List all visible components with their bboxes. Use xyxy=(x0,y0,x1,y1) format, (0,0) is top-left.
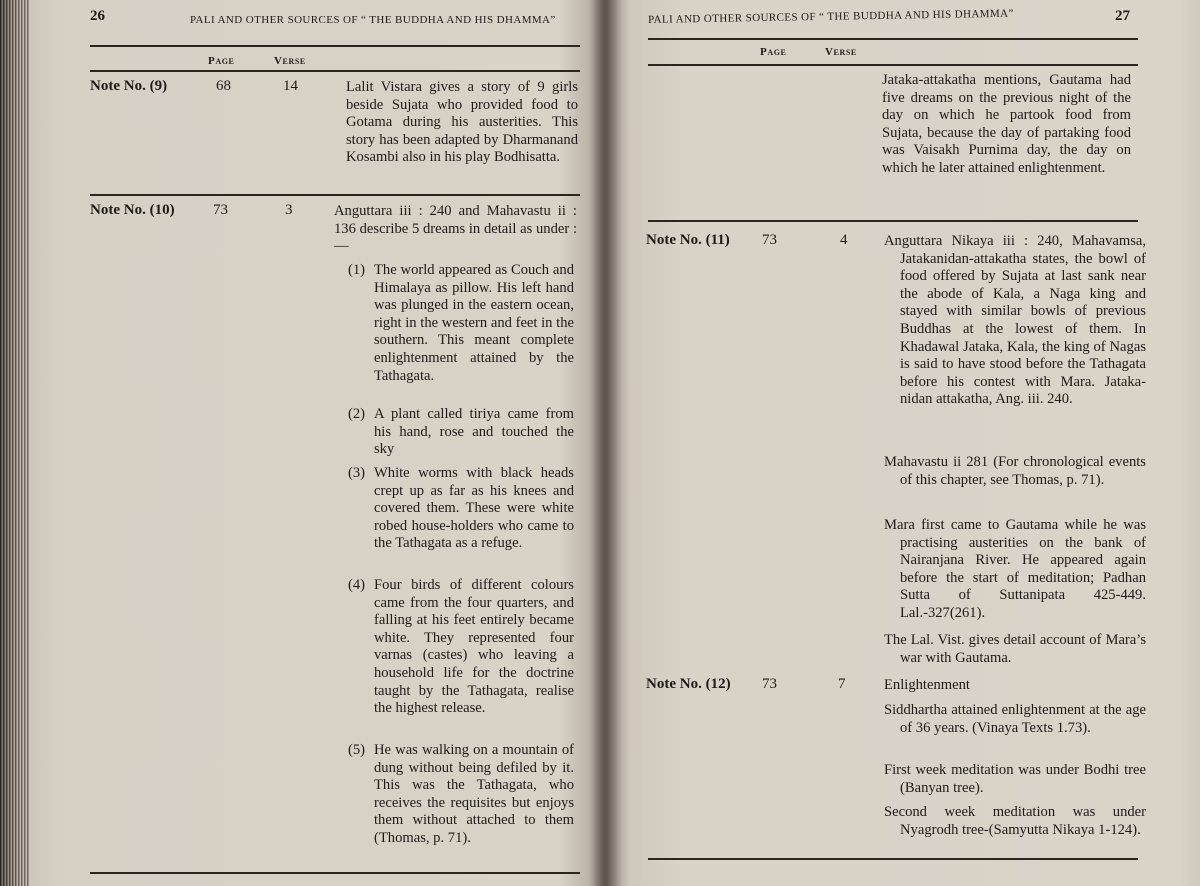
item-text: The world appeared as Couch and Himalaya as pillow. His left hand was plunged in the eastern ocean, right in the western and feet in the southern. This meant complete enlightenment attained by the Tathagata. xyxy=(374,262,574,384)
footer-rule xyxy=(90,872,580,874)
header-rule xyxy=(90,45,580,47)
note-label: Note No. (9) xyxy=(90,78,168,94)
column-head-page: Page xyxy=(760,46,787,58)
note-label: Note No. (11) xyxy=(646,232,730,248)
item-text: Four birds of different colours came from the four quarters, and falling at his feet entirely became white. They represented four varnas (castes) who leaving a household life for the doctrine taught by the Tathagata, realise the highest release. xyxy=(374,577,574,717)
column-head-page: Page xyxy=(208,55,235,67)
continued-text: Jataka-attakatha mentions, Gautama had five dreams on the previous night of the day on which he partook food from Sujata, because the day of partaking food was Vaisakh Purnima day, the day on which he later attained enlightenment. xyxy=(882,72,1131,176)
running-head: PALI AND OTHER SOURCES OF “ THE BUDDHA AND HIS DHAMMA” xyxy=(648,7,1014,26)
note-separator xyxy=(648,220,1138,222)
column-rule xyxy=(90,70,580,72)
dream-item xyxy=(348,262,574,385)
note-separator xyxy=(90,194,580,196)
right-page xyxy=(620,0,1200,886)
item-marker: (1) xyxy=(348,262,366,278)
note-intro: Anguttara iii : 240 and Mahavastu ii : 136 describe 5 dreams in detail as under :— xyxy=(334,203,577,255)
note-page: 73 xyxy=(213,202,228,218)
note-label: Note No. (12) xyxy=(646,676,731,692)
item-text: White worms with black heads crept up as far as his knees and covered them. These were white robed house-holders who came to the Tathagata as a refuge. xyxy=(374,465,574,552)
note-verse: 14 xyxy=(283,78,298,94)
column-head-verse: Verse xyxy=(825,46,857,58)
column-rule xyxy=(648,64,1138,66)
header-rule xyxy=(648,38,1138,40)
item-marker: (5) xyxy=(348,742,366,758)
dream-item xyxy=(348,742,574,848)
note-page: 73 xyxy=(762,676,777,692)
left-page xyxy=(28,0,600,886)
note-text: Enlightenment xyxy=(884,677,970,693)
note-text: Second week meditation was under Nyagrodh tree-(Samyutta Nikaya 1-124). xyxy=(884,804,1146,838)
note-text: Mahavastu ii 281 (For chronological events of this chapter, see Thomas, p. 71). xyxy=(884,454,1146,488)
running-head: PALI AND OTHER SOURCES OF “ THE BUDDHA AND HIS DHAMMA” xyxy=(190,14,556,26)
note-text: Anguttara Nikaya iii : 240, Mahavamsa, Jatakanidan-attakatha states, the bowl of food offered by Sujata at last sank near the abode of Kala, a Naga king and stayed with similar bowls of previous Buddhas at the lowest of them. In Khadawal Jataka, Kala, the king of Nagas is said to have stood before the Tathagata before his contest with Mara. Jataka-nidan attakatha, Ang. iii. 240. xyxy=(884,233,1146,408)
note-verse: 3 xyxy=(285,202,293,218)
dream-item xyxy=(348,406,574,459)
note-label: Note No. (10) xyxy=(90,202,175,218)
page-number: 26 xyxy=(90,8,105,24)
item-text: A plant called tiriya came from his hand, rose and touched the sky xyxy=(374,406,574,458)
page-number: 27 xyxy=(1115,8,1130,24)
item-marker: (3) xyxy=(348,465,366,481)
note-page: 68 xyxy=(216,78,231,94)
item-marker: (4) xyxy=(348,577,366,593)
column-head-verse: Verse xyxy=(274,55,306,67)
dream-item xyxy=(348,465,574,553)
dream-item xyxy=(348,577,574,718)
item-marker: (2) xyxy=(348,406,366,422)
note-text: Siddhartha attained enlightenment at the age of 36 years. (Vinaya Texts 1.73). xyxy=(884,702,1146,736)
note-text: First week meditation was under Bodhi tree (Banyan tree). xyxy=(884,762,1146,796)
left-edge-shadow xyxy=(0,0,30,886)
note-verse: 7 xyxy=(838,676,846,692)
note-text: The Lal. Vist. gives detail account of Mara’s war with Gautama. xyxy=(884,632,1146,666)
note-text: Mara first came to Gautama while he was practising austerities on the bank of Nairanjana River. He appeared again before the start of meditation; Padhan Sutta of Suttanipata 425-449. Lal.-327(261). xyxy=(884,517,1146,621)
note-verse: 4 xyxy=(840,232,848,248)
note-page: 73 xyxy=(762,232,777,248)
note-text: Lalit Vistara gives a story of 9 girls beside Sujata who provided food to Gotama during his austerities. This story has been adapted by Dharmanand Kosambi also in his play Bodhisatta. xyxy=(346,79,578,166)
footer-rule xyxy=(648,858,1138,860)
item-text: He was walking on a mountain of dung without being defiled by it. This was the Tathagata, who receives the requisites but enjoys them without attached to them (Thomas, p. 71). xyxy=(374,742,574,846)
